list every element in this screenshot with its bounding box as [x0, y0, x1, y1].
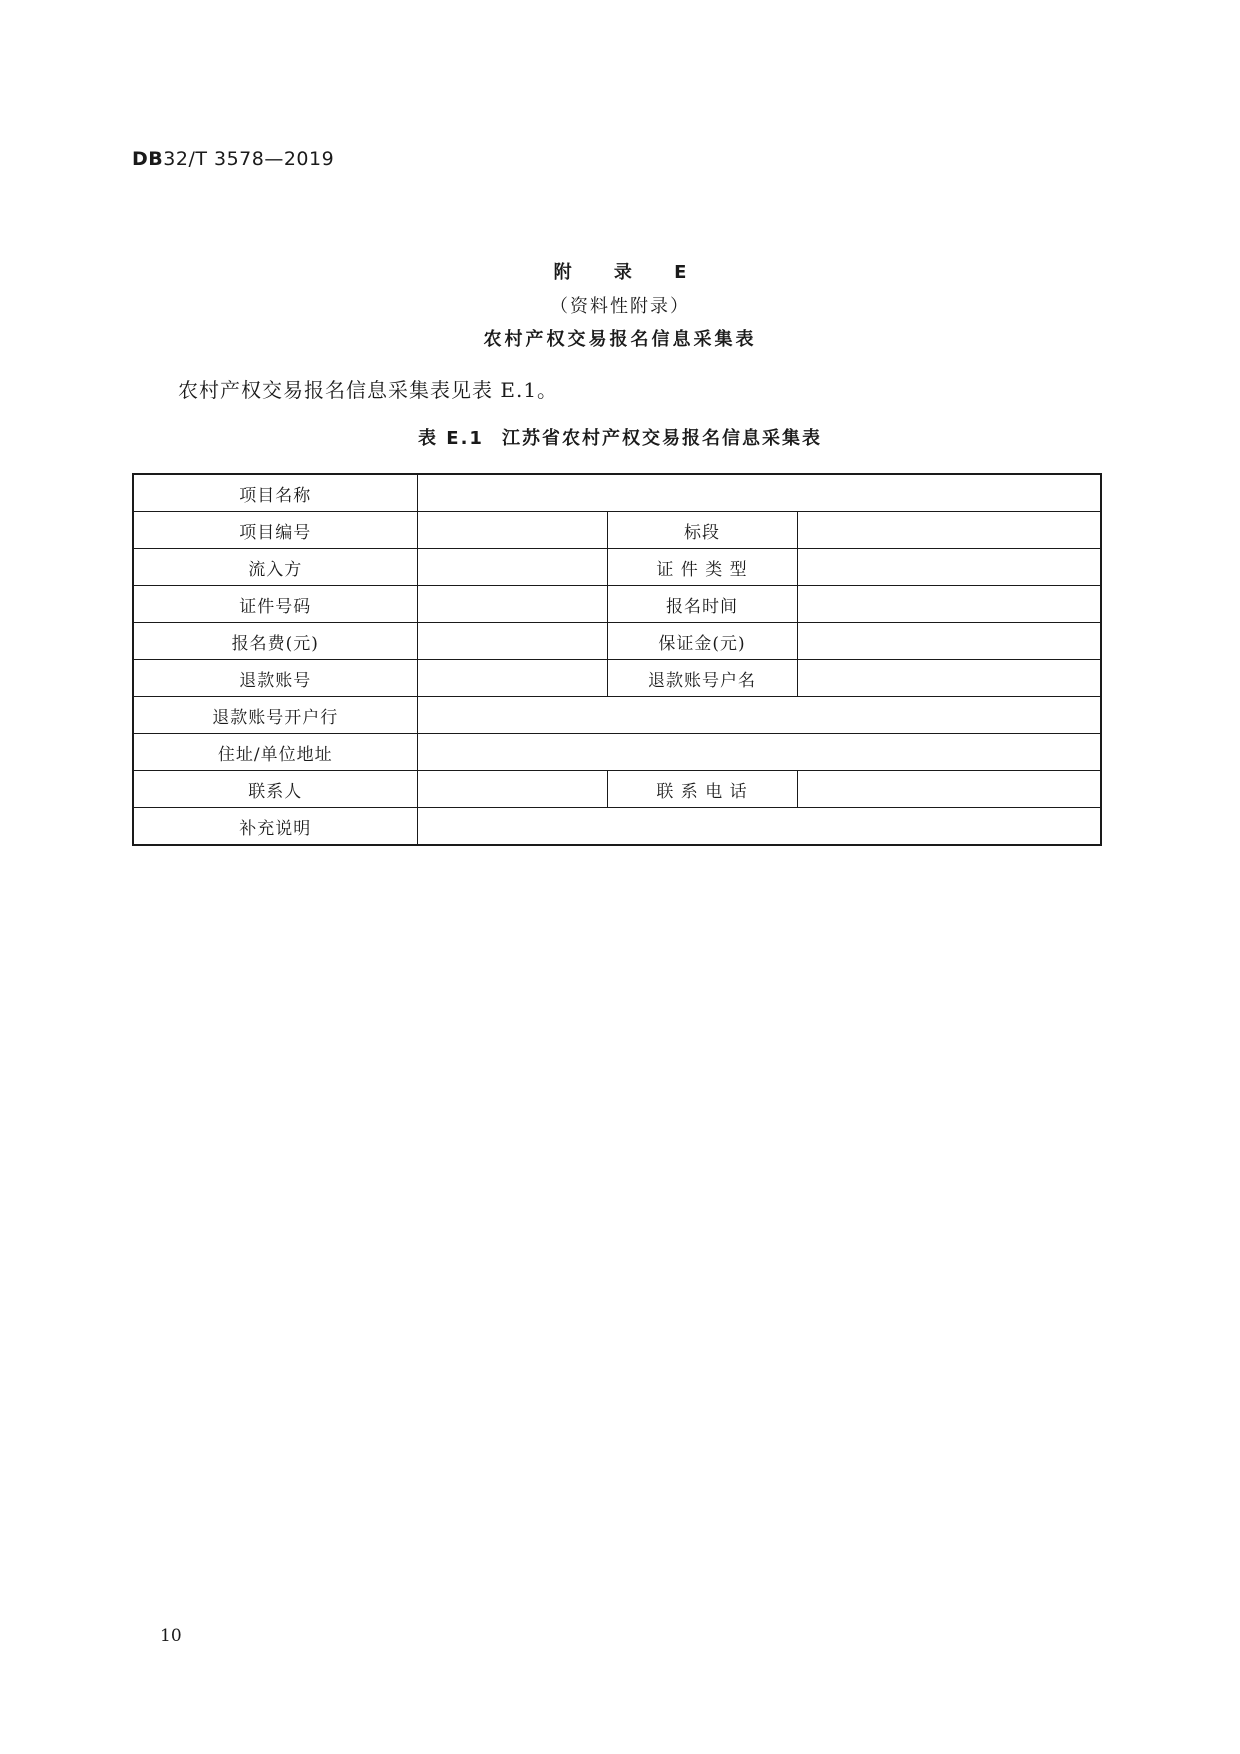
field-id-number[interactable]	[417, 586, 607, 623]
field-refund-account-name[interactable]	[797, 660, 1101, 697]
label-project-name: 项目名称	[133, 474, 417, 512]
table-title: 江苏省农村产权交易报名信息采集表	[501, 428, 822, 449]
table-row	[133, 660, 1101, 697]
label-id-number: 证件号码	[133, 586, 417, 623]
field-remarks[interactable]	[417, 808, 1101, 846]
field-registration-time[interactable]	[797, 586, 1101, 623]
label-transferee: 流入方	[133, 549, 417, 586]
field-refund-account[interactable]	[417, 660, 607, 697]
label-id-type: 证 件 类 型	[607, 549, 797, 586]
field-id-type[interactable]	[797, 549, 1101, 586]
label-project-number: 项目编号	[133, 512, 417, 549]
table-row	[133, 586, 1101, 623]
label-contact-phone: 联 系 电 话	[607, 771, 797, 808]
field-deposit[interactable]	[797, 623, 1101, 660]
table-row	[133, 512, 1101, 549]
label-address: 住址/单位地址	[133, 734, 417, 771]
field-lot[interactable]	[797, 512, 1101, 549]
intro-paragraph: 农村产权交易报名信息采集表见表 E.1。	[178, 378, 559, 402]
label-registration-time: 报名时间	[607, 586, 797, 623]
label-refund-account-name: 退款账号户名	[607, 660, 797, 697]
label-registration-fee: 报名费(元)	[133, 623, 417, 660]
field-transferee[interactable]	[417, 549, 607, 586]
label-lot: 标段	[607, 512, 797, 549]
page-number: 10	[160, 1626, 182, 1646]
label-remarks: 补充说明	[133, 808, 417, 846]
table-row	[133, 474, 1101, 512]
standard-number: 32/T 3578—2019	[163, 148, 335, 170]
table-row	[133, 697, 1101, 734]
standard-prefix: DB	[132, 148, 164, 170]
field-address[interactable]	[417, 734, 1101, 771]
table-row	[133, 734, 1101, 771]
table-caption	[0, 424, 1240, 450]
label-deposit: 保证金(元)	[607, 623, 797, 660]
table-row	[133, 808, 1101, 846]
field-registration-fee[interactable]	[417, 623, 607, 660]
registration-form-table	[132, 473, 1102, 846]
table-number: 表 E.1	[418, 428, 484, 449]
label-contact-person: 联系人	[133, 771, 417, 808]
label-refund-bank: 退款账号开户行	[133, 697, 417, 734]
appendix-type: （资料性附录）	[550, 296, 690, 317]
standard-code	[132, 148, 334, 170]
appendix-label: 附 录 E	[553, 262, 705, 283]
label-refund-account: 退款账号	[133, 660, 417, 697]
field-refund-bank[interactable]	[417, 697, 1101, 734]
table-row	[133, 623, 1101, 660]
appendix-title: 农村产权交易报名信息采集表	[483, 329, 757, 350]
field-contact-phone[interactable]	[797, 771, 1101, 808]
table-row	[133, 771, 1101, 808]
field-project-name[interactable]	[417, 474, 1101, 512]
table-row	[133, 549, 1101, 586]
field-project-number[interactable]	[417, 512, 607, 549]
field-contact-person[interactable]	[417, 771, 607, 808]
